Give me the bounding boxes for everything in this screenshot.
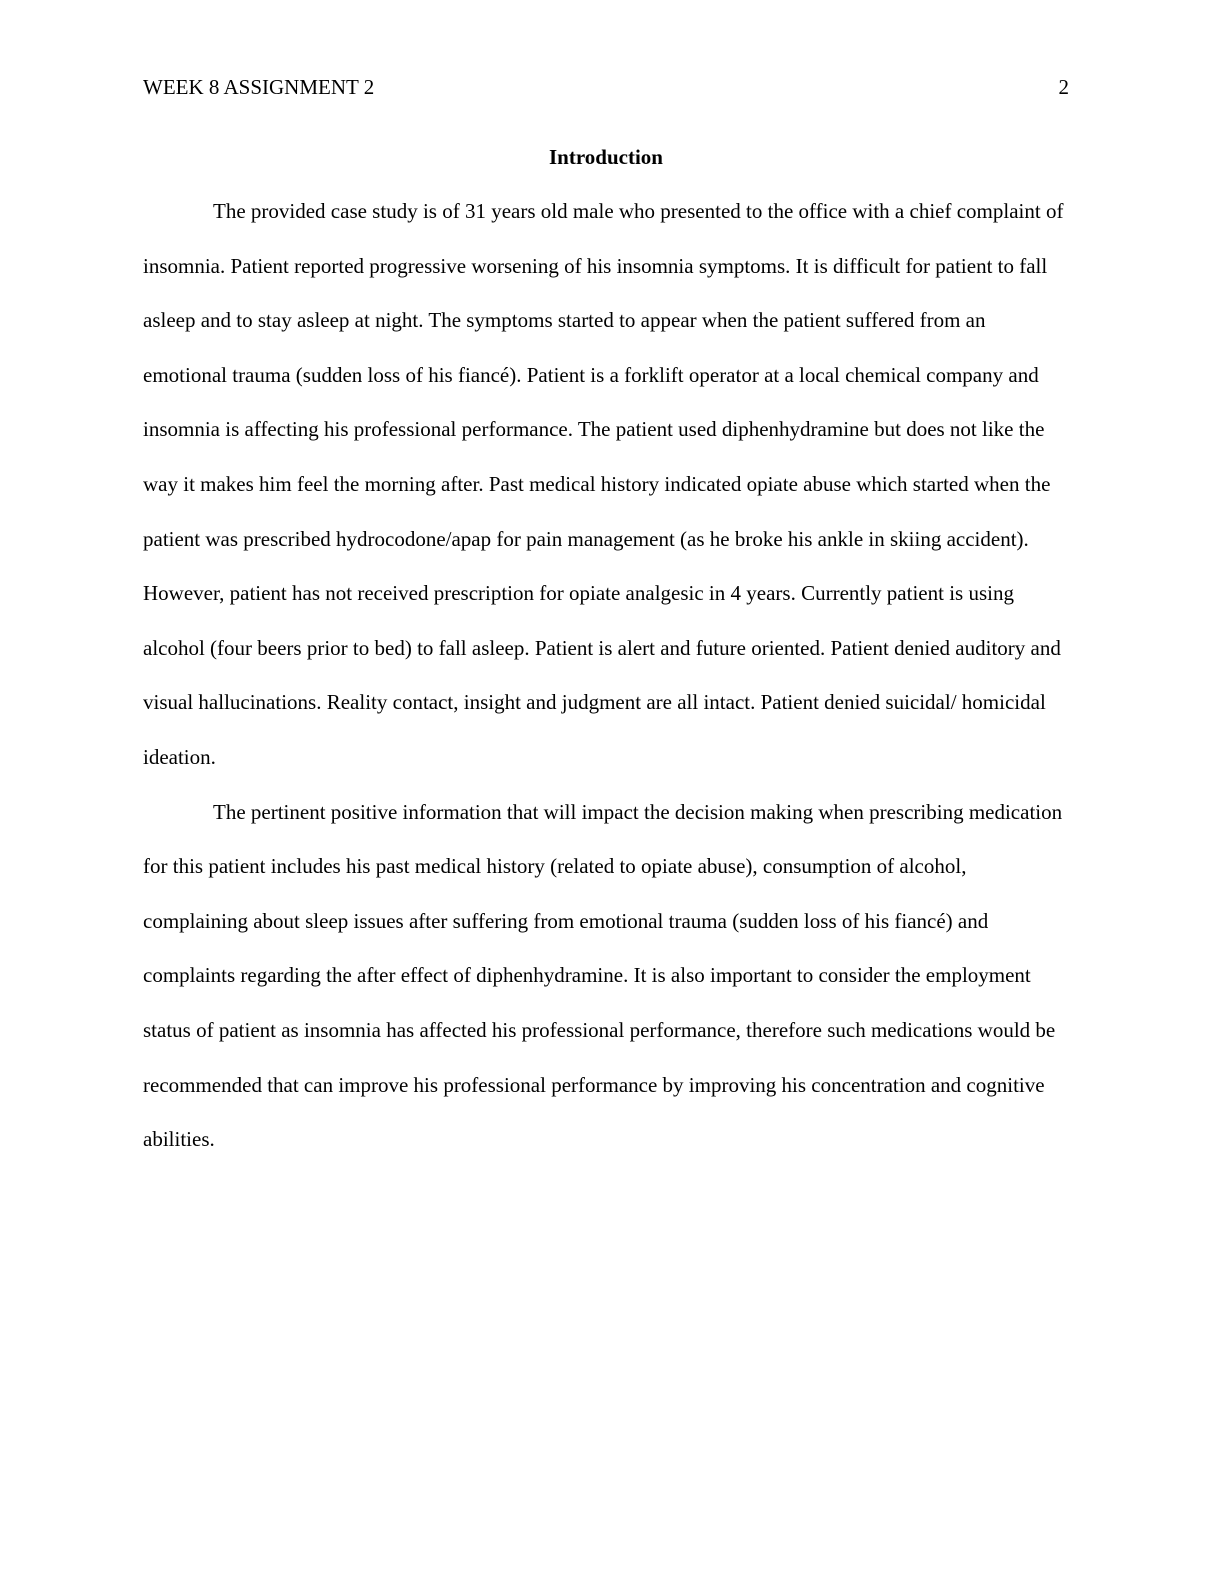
running-head	[143, 72, 1069, 102]
paragraph-1: The provided case study is of 31 years old male who presented to the office with a chief complaint of insomnia. Patient reported progressive worsening of his insomnia symptoms. It is difficult for patient to fall asleep and to stay asleep at night. The symptoms started to appear when the patient suffered from an emotional trauma (sudden loss of his fiancé). Patient is a forklift operator at a local chemical company and insomnia is affecting his professional performance. The patient used diphenhydramine but does not like the way it makes him feel the morning after. Past medical history indicated opiate abuse which started when the patient was prescribed hydrocodone/apap for pain management (as he broke his ankle in skiing accident). However, patient has not received prescription for opiate analgesic in 4 years. Currently patient is using alcohol (four beers prior to bed) to fall asleep. Patient is alert and future oriented. Patient denied auditory and visual hallucinations. Reality contact, insight and judgment are all intact. Patient denied suicidal/ homicidal ideation.	[143, 199, 1064, 769]
running-head-title: WEEK 8 ASSIGNMENT 2	[143, 75, 375, 99]
body-text	[143, 140, 1069, 1167]
page-number: 2	[1058, 75, 1069, 99]
section-heading: Introduction	[549, 145, 663, 169]
paragraph-2: The pertinent positive information that will impact the decision making when prescribing medication for this patient includes his past medical history (related to opiate abuse), consumption of alcohol, complaining about sleep issues after suffering from emotional trauma (sudden loss of his fiancé) and complaints regarding the after effect of diphenhydramine. It is also important to consider the employment status of patient as insomnia has affected his professional performance, therefore such medications would be recommended that can improve his professional performance by improving his concentration and cognitive abilities.	[143, 799, 1063, 1152]
